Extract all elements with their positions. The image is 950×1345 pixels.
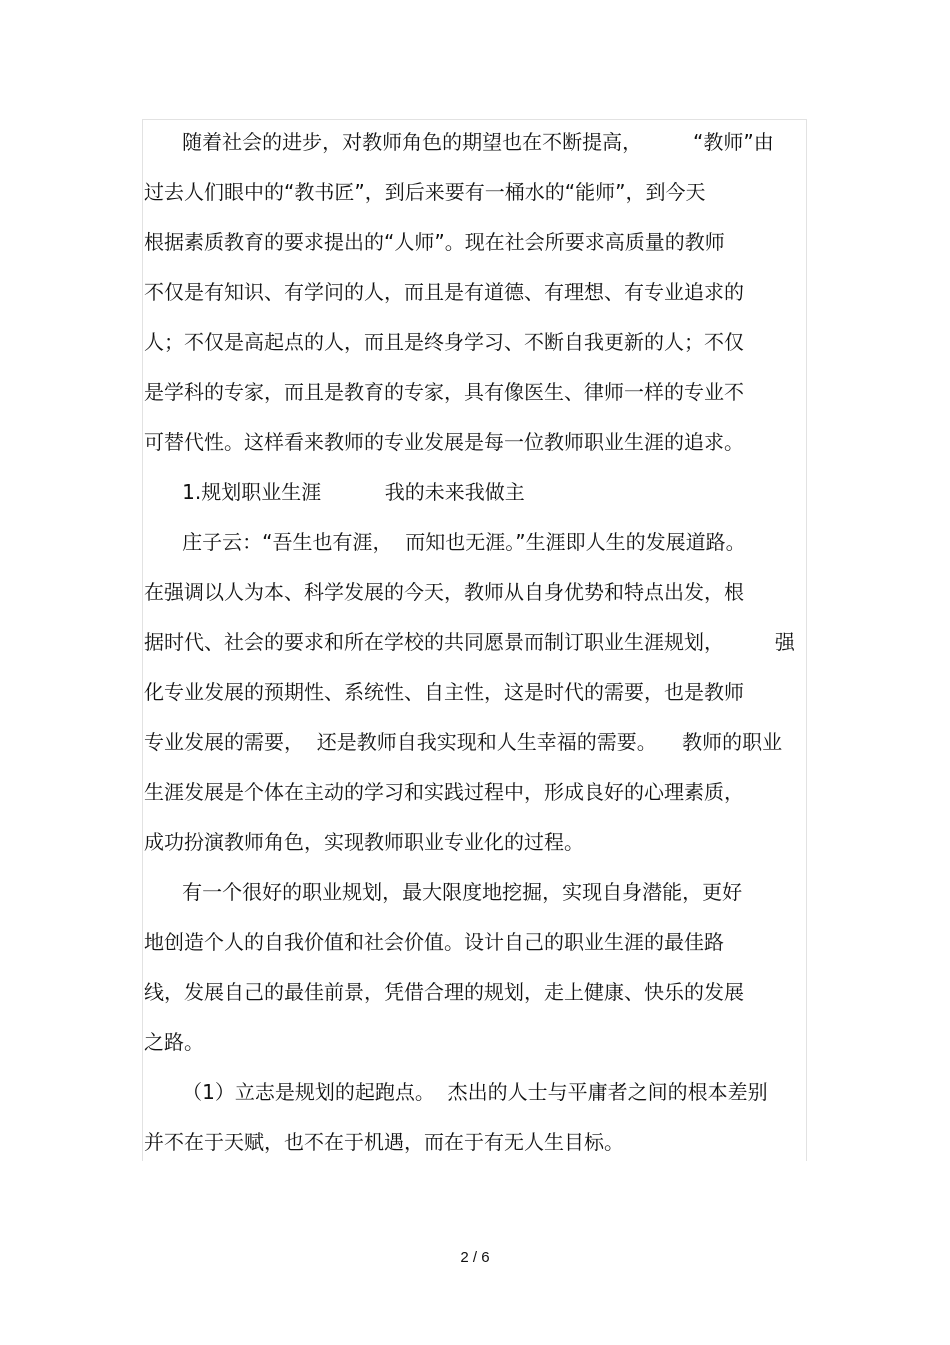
page-frame-left [142,119,143,1161]
section-heading: 1.规划职业生涯 我的未来我做主 [144,480,525,504]
text-line: 地创造个人的自我价值和社会价值。设计自己的职业生涯的最佳路 [144,930,724,954]
text-line: 不仅是有知识、有学问的人，而且是有道德、有理想、有专业追求的 [144,280,744,304]
text-line: 化专业发展的预期性、系统性、自主性，这是时代的需要，也是教师 [144,680,744,704]
text-line: 是学科的专家，而且是教育的专家，具有像医生、律师一样的专业不 [144,380,744,404]
page-number: 2 / 6 [460,1249,490,1266]
text-line: 据时代、社会的要求和所在学校的共同愿景而制订职业生涯规划， 强 [144,630,795,654]
page-frame-right [806,119,807,1161]
text-line: （1）立志是规划的起跑点。 杰出的人士与平庸者之间的根本差别 [144,1080,768,1104]
text-line: 可替代性。这样看来教师的专业发展是每一位教师职业生涯的追求。 [144,430,744,454]
text-line: 过去人们眼中的“教书匠”，到后来要有一桶水的“能师”，到今天 [144,180,706,204]
text-line: 并不在于天赋，也不在于机遇，而在于有无人生目标。 [144,1130,624,1154]
text-line: 之路。 [144,1030,204,1054]
text-line: 线，发展自己的最佳前景，凭借合理的规划，走上健康、快乐的发展 [144,980,744,1004]
text-line: 成功扮演教师角色，实现教师职业专业化的过程。 [144,830,584,854]
text-line: 专业发展的需要， 还是教师自我实现和人生幸福的需要。 教师的职业 [144,730,783,754]
text-line: 随着社会的进步，对教师角色的期望也在不断提高， “教师”由 [144,130,774,154]
page-frame-top [142,119,807,120]
text-line: 在强调以人为本、科学发展的今天，教师从自身优势和特点出发，根 [144,580,744,604]
text-line: 有一个很好的职业规划，最大限度地挖掘，实现自身潜能，更好 [144,880,743,904]
text-line: 生涯发展是个体在主动的学习和实践过程中，形成良好的心理素质， [144,780,744,804]
text-line: 庄子云：“吾生也有涯， 而知也无涯。”生涯即人生的发展道路。 [144,530,746,554]
text-line: 人；不仅是高起点的人，而且是终身学习、不断自我更新的人；不仅 [144,330,744,354]
text-line: 根据素质教育的要求提出的“人师”。现在社会所要求高质量的教师 [144,230,725,254]
